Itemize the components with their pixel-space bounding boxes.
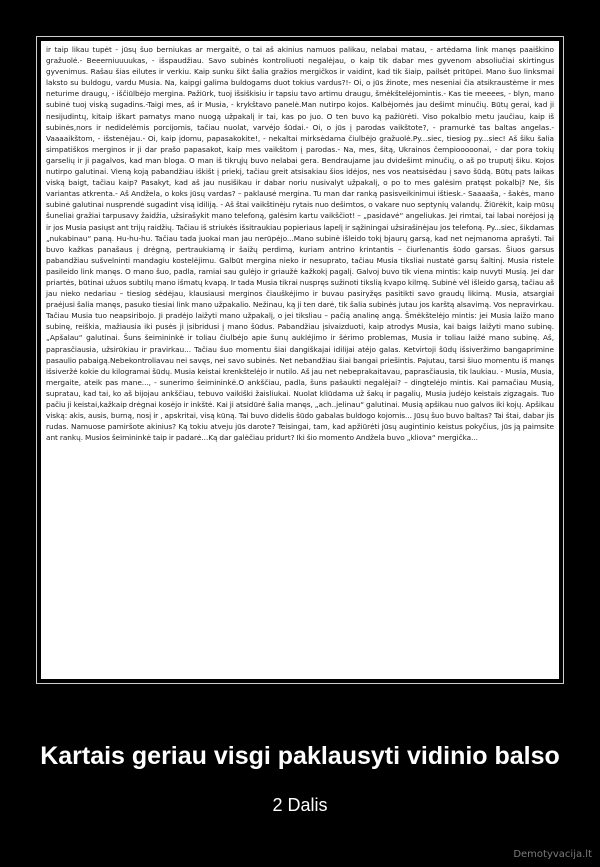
site-watermark: Demotyvacija.lt: [513, 849, 592, 860]
caption-title: Kartais geriau visgi paklausyti vidinio balso: [40, 742, 560, 770]
poster-frame: [36, 36, 564, 684]
story-panel: [41, 41, 559, 679]
story-text: ir taip likau tupėt - jūsų šuo berniukas ar mergaitė, o tai aš akinius namuos palikau, nelabai matau, - artėdama link manęs paaiškino gražuolė.- Beeerniuuuukas, - išspaudžiau. Savo subinės kontroliuoti negalėjau, o kaip tik dabar mes gyvenom absoliučiai skirtingus gyvenimus. Rašau šias eilutes ir verkiu. Kaip sunku šikt šalia gražios mergičkos ir vaidint, kad tik šiaip, pailsėt pritūpei. Mano šuo linksmai laksto su buldogu, vardu Musia. Na, kaipgi galima buldogams duot tokius vardus?!- Oi, o jūs žinote, mes neseniai čia atsikraustėme ir mes neturime draugų, - iščiūlbėjo mergina. Pažiūrk, tuoj išsiškisiu ir tapsiu tavo artimu draugu, šmėkštelėjomintis.- Kas tie meeees, - blyn, mano subinė tuoj viską sugadins.-Taigi mes, aš ir Musia, - krykštavo panelė.Man nutirpo kojos. Kalbėjomės jau dešimt minučių. Būtų gerai, kad ji nesijudintų, kitaip iškart pamatys mano nuogą užpakalį ir tai, kas po juo. O ten buvo ką pažiūrėti. Viso pokalbio metu jaučiau, kaip iš subinės,nors ir nedidelėmis porcijomis, tačiau nuolat, varvėjo šūdai.- Oi, o jūs į parodas vaikštote?, - pramurkė tas baltas angelas.- Vaaaaikštom, - išstenėjau.- Oi, kaip įdomu, papasakokite!, - nekaltai mirksėdama čiulbėjo gražuolė.Py...siec, tiesiog py...siec! Aš šiku šalia simpatiškos merginos ir ji dar prašo papasakot, kaip mes vaikštom į parodas.- Na, mes, šitą, Ukrainos čempiooooonai, - dar pora tokių garselių ir ji pagalvos, kad man bloga. O man iš tikrųjų buvo nelabai gera. Bendraujame jau dvidešimt minučių, o aš po truputį šiku. Kojos nutirpo galutinai. Vieną koją pabandžiau iškišt į priekį, tačiau greit atsisakiau šios idėjos, nes vos neatsisėdau į savo šūdą. Būtų pats laikas viską baigt, tačiau kaip? Pasakyt, kad aš jau nusišikau ir dabar noriu nusivalyt užpakalį, o po to mes galėsim pratęst pokalbį? Ne, šis variantas atkrenta.- Aš Andžela, o koks jūsų vardas? – paklausė mergina. Tu man dar ranką pasisveikinimui ištiesk.- Saaaaša, - šakės, mano subinė galutinai nusprendė sugadint visą idiliją. - Aš štai vaikštinėju rytais nuo dešimtos, o vakare nuo septynių valandų. Žiūrėkit, kaip mūsų šuneliai gražiai tarpusavy žaidžia, užsirašykit mano telefoną, galėsim kartu vaikščiot! – „pasidavė“ angeliukas. Jei rimtai, tai labai norėjosi ją ir jos Musia pasiųst ant trijų raidžių. Tačiau iš striukės išsitraukiau popieriaus lapelį ir sąžiningai užsirašinėjau jos telefoną. Py...siec, šikdamas „nukabinau“ paną. Hu-hu-hu. Tačiau tada juokai man jau nerūpėjo...Mano subinė išleido tokį bjaurų garsą, kad net nejmanoma aprašyti. Tai buvo kažkas panašaus į drėgną, pertraukiamą ir šaižų perdimą, kuriam antrino krintantis – čiurlenantis šūdo garsas. Šiuos garsus pabandžiau sušvelninti mandagiu kostelėjimu. Galbūt mergina nieko ir nesuprato, tačiau Musia tiksliai nustatė garsų šaltinį. Musia ristele pasileido link manęs. O mano šuo, padla, ramiai sau gulėjo ir griaužė kažkokį pagalį. Galvoj buvo tik viena mintis: kaip nuvyti Musią. Jei dar priartės, būtinai užuos subtilų mano išmatų kvapą. Ir tada Musia tikrai nuspręs sužinoti tikslią kvapo kilmę. Subinė vėl išleido garsą, tačiau aš jau nieko nedariau – tiesiog sėdėjau, klausiausi merginos čiauškėjimo ir buvau pasiryžęs pasitikti savo graudų likimą. Musia, atsargiai praėjusi šalia manęs, pasuko tiesiai link mano užpakalio. Nežinau, ką ji ten darė, tik šalia subinės jutau jos karštą alsavimą. Vos nepravirkau. Tačiau Musia tuo neapsiribojo. Ji pradėjo laižyti mano užpakalį, o jei tiksliau – pačią analinę angą. Šmėkštelėjo mintis: jei Musia laižo mano subinę, reiškia, mažiausia iki pusės ji įsibridusi į mano šūdus. Pabandžiau įsivaizduoti, kaip atrodys Musia, kai baigs laižyti mano subinę. „Apšalau“ galutinai. Šuns šeimininkė ir toliau čiulbėjo apie šunų auklėjimo ir šėrimo problemas, Musia ir toliau laižė mano subinę. Aš, paprasčiausia, užsirūkiau ir pravirkau... Tačiau šuo momentu šiai dangiškajai idilijai atėjo galas. Ketvirtoji šūdų išsiveržimo bangaprimine pasaulio pabaigą.Nebekontroliavau nei savęs, nei savo subinės. Net nebandžiau šiai bangai priešintis. Pajutau, tarsi šiuo momentu iš manęs išsiveržė kokie du kilogramai šūdų. Musia keistai krenkštelėjo ir nutilo. Aš jau net nebeprakaitavau, paprasčiausia, tik laukiau. - Musia, Musia, mergaite, ateik pas mane..., - sunerimo šeimininkė.O ankščiau, padla, šuns pašaukti negalėjai? – dingtelėjo mintis. Kai pamačiau Musią, supratau, kad tai, ko aš bijojau ankščiau, tebuvo vaikiški žaisliukai. Nuolat kliūdama už šakų ir pagalių, Musia judėjo keistais zigzagais. Tuo pačiu ji keistai,kažkaip drėgnai kosėjo ir inkštė. Kai ji atsidūrė šalia manęs, „ach..jelinau“ galutinai. Musią apšikau nuo galvos iki kojų. Apšikau viską: akis, ausis, burną, nosį ir , apskritai, visą kūną. Tai buvo didelis šūdo gabalas buldogo kojomis... Jūsų šuo buvo baltas? Tai štai, dabar jis rudas. Namuose pamiršote akinius? Ką tokiu atveju jūs darote? Teisingai, tam, kad apžiūrėti jūsų augintinio keistus pokyčius, jūs ją paimsite ant rankų. Musios šeimininkė taip ir padarė...Ką dar galėčiau pridurt? Iki šio momento Andželа buvo „kliova“ mergička...: [46, 45, 554, 443]
caption-subtitle: 2 Dalis: [272, 795, 328, 815]
